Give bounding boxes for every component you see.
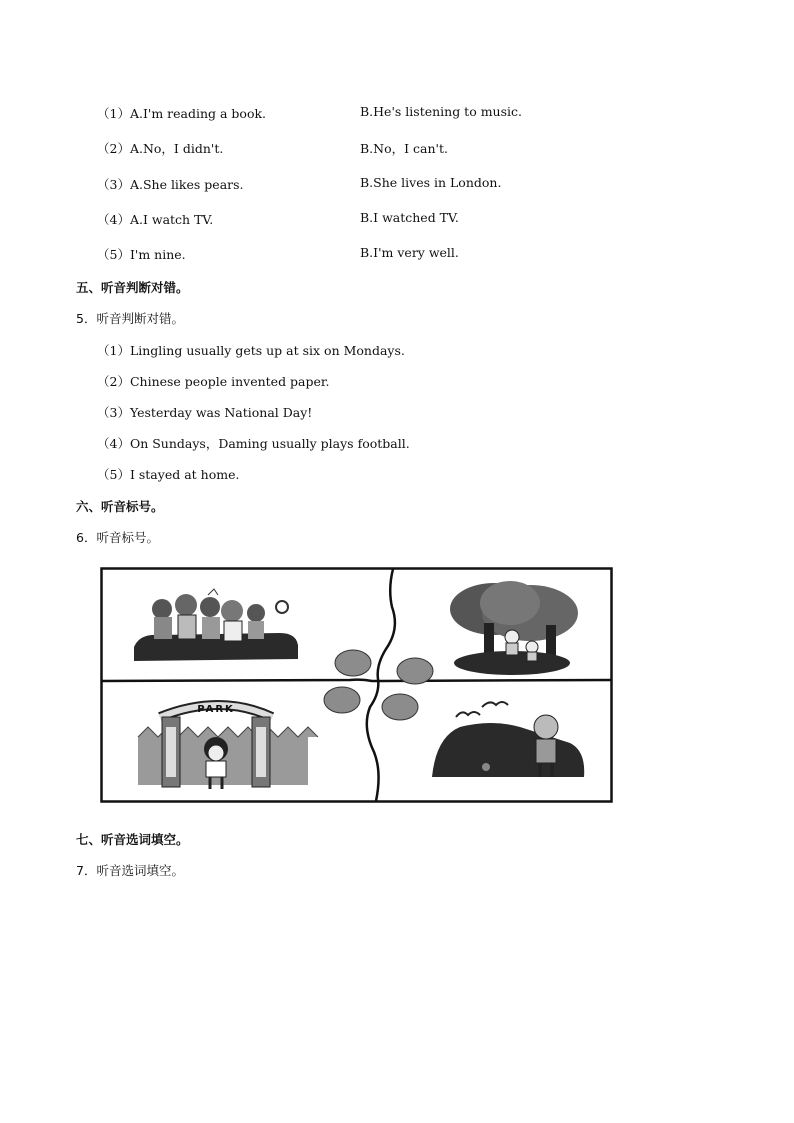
section-5-heading: 五、听音判断对错。 bbox=[76, 280, 189, 295]
number-circle-4 bbox=[382, 694, 418, 720]
scene-tree bbox=[450, 581, 578, 675]
option-1b: B.He's listening to music. bbox=[360, 104, 522, 119]
number-circle-1 bbox=[335, 650, 371, 676]
option-5b: B.I'm very well. bbox=[360, 245, 459, 260]
option-3b: B.She lives in London. bbox=[360, 175, 502, 190]
question-7: 7．听音选词填空。 bbox=[76, 863, 184, 878]
option-2a: （2）A.No，I didn't. bbox=[97, 141, 224, 156]
statement-4: （4）On Sundays，Daming usually plays football. bbox=[97, 436, 410, 451]
section-6-heading: 六、听音标号。 bbox=[76, 499, 164, 514]
statement-2: （2）Chinese people invented paper. bbox=[97, 374, 330, 389]
park-sign-text: PARK bbox=[197, 704, 235, 715]
statement-3: （3）Yesterday was National Day! bbox=[97, 405, 313, 420]
option-4b: B.I watched TV. bbox=[360, 210, 459, 225]
option-2b: B.No，I can't. bbox=[360, 141, 448, 156]
option-3a: （3）A.She likes pears. bbox=[97, 177, 244, 192]
divider-horizontal bbox=[102, 680, 611, 681]
question-6: 6．听音标号。 bbox=[76, 530, 159, 545]
option-5a: （5）I'm nine. bbox=[97, 247, 186, 262]
section-7-heading: 七、听音选词填空。 bbox=[76, 832, 189, 847]
question-5: 5．听音判断对错。 bbox=[76, 311, 184, 326]
number-circle-2 bbox=[397, 658, 433, 684]
option-1a: （1）A.I'm reading a book. bbox=[97, 106, 267, 121]
option-4a: （4）A.I watch TV. bbox=[97, 212, 214, 227]
statement-1: （1）Lingling usually gets up at six on Mondays. bbox=[97, 343, 405, 358]
number-circle-3 bbox=[324, 687, 360, 713]
numbering-picture bbox=[100, 567, 613, 803]
statement-5: （5）I stayed at home. bbox=[97, 467, 240, 482]
